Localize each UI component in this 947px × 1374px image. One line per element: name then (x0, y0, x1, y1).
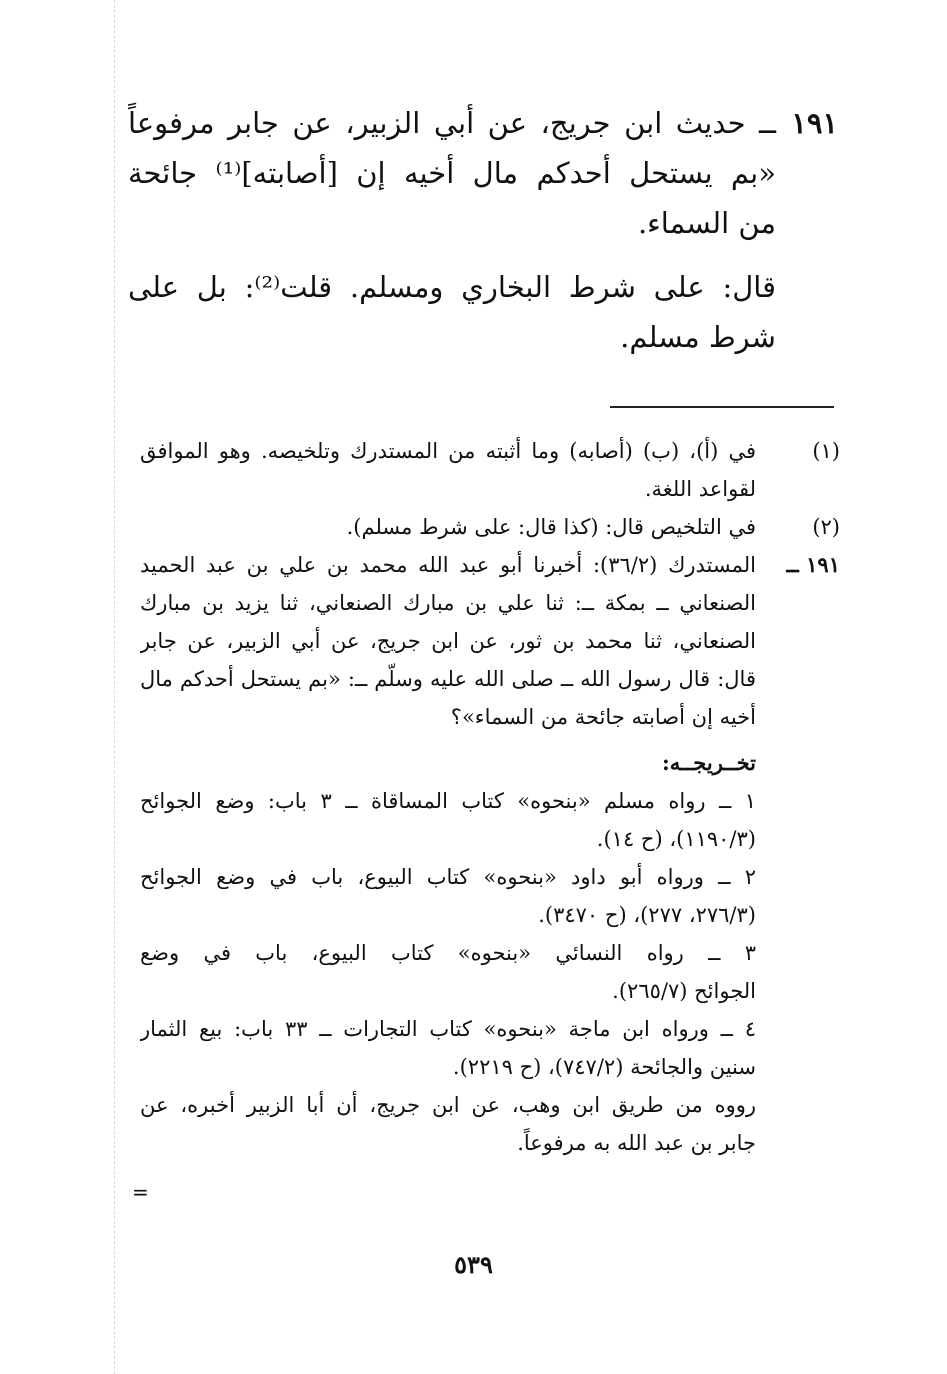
footnote-separator (610, 406, 834, 408)
footnote-text-line: لقواعد اللغة. (644, 477, 756, 501)
source-line-5 (140, 698, 756, 736)
takhrij-text-line: (١١٩٠/٣)، (ح ١٤). (596, 827, 756, 851)
comment-text-line: شرط مسلم. (620, 320, 776, 354)
takhrij-heading: تخــريجــه: (661, 750, 756, 775)
takhrij-item-4-line-1 (140, 1010, 756, 1048)
takhrij-text-line: ٤ ــ ورواه ابن ماجة «بنحوه» كتاب التجارات ــ ٣٣ باب: بيع الثمار (140, 1017, 756, 1041)
takhrij-item-3-line-2 (140, 972, 756, 1010)
hadith-text-line: ــ حديث ابن جريج، عن أبي الزبير، عن جابر مرفوعاً (128, 106, 776, 140)
takhrij-text-line: رووه من طريق ابن وهب، عن ابن جريج، أن أبا الزبير أخبره، عن (140, 1093, 756, 1117)
continuation-mark: = (132, 1180, 149, 1204)
takhrij-text-line: (٢٧٦/٣، ٢٧٧)، (ح ٣٤٧٠). (538, 903, 756, 927)
source-text-line: الصنعاني، ثنا محمد بن ثور، عن ابن جريج، عن أبي الزبير، عن جابر (140, 629, 756, 653)
takhrij-item-2-line-2 (140, 896, 756, 934)
takhrij-text-line: ٣ ــ رواه النسائي «بنحوه» كتاب البيوع، باب في وضع (140, 941, 756, 965)
footnote-number: (٢) (812, 515, 840, 539)
hadith-text-line: من السماء. (637, 206, 776, 240)
source-text-line: أخيه إن أصابته جائحة من السماء»؟ (450, 705, 756, 729)
hadith-line-3 (128, 198, 776, 248)
takhrij-item-2-line-1 (140, 858, 756, 896)
main-text (128, 98, 838, 362)
source-line-3 (140, 622, 756, 660)
footnote-text-line: في التلخيص قال: (كذا قال: على شرط مسلم). (346, 515, 756, 539)
comment-line-1 (128, 262, 776, 312)
takhrij-item-4-line-2 (140, 1048, 756, 1086)
footnote-2-line-1 (140, 508, 840, 546)
hadith-number: ١٩١ (791, 106, 838, 140)
hadith-text-line: «بم يستحل أحدكم مال أخيه إن [أصابته]⁽¹⁾ جائحة (128, 156, 776, 190)
takhrij-closing-line-1 (140, 1086, 756, 1124)
footnote-1-line-2 (140, 470, 756, 508)
source-text-line: قال: قال رسول الله ــ صلى الله عليه وسلّم ــ: «بم يستحل أحدكم مال (140, 667, 756, 691)
takhrij-text-line: سنين والجائحة (٧٤٧/٢)، (ح ٢٢١٩). (452, 1055, 756, 1079)
comment-text-line: قال: على شرط البخاري ومسلم. قلت⁽²⁾: بل على (128, 270, 776, 304)
takhrij-text-line: ١ ــ رواه مسلم «بنحوه» كتاب المساقاة ــ ٣ باب: وضع الجوائح (140, 789, 756, 813)
footnote-1-line-1 (140, 432, 840, 470)
source-line-4 (140, 660, 756, 698)
page-number: ٥٣٩ (454, 1250, 493, 1279)
source-number: ١٩١ ــ (786, 552, 840, 577)
hadith-line-2 (128, 148, 776, 198)
takhrij-text-line: الجوائح (٢٦٥/٧). (612, 979, 756, 1003)
footnote-text-line: في (أ)، (ب) (أصابه) وما أثبته من المستدرك وتلخيصه. وهو الموافق (140, 439, 756, 463)
takhrij-item-3-line-1 (140, 934, 756, 972)
footnotes-section (140, 432, 840, 1162)
source-line-2 (140, 584, 756, 622)
source-text-line: الصنعاني ــ بمكة ــ: ثنا علي بن مبارك الصنعاني، ثنا يزيد بن مبارك (140, 591, 756, 615)
takhrij-closing-line-2 (140, 1124, 756, 1162)
takhrij-item-1-line-1 (140, 782, 756, 820)
source-text-line: المستدرك (٣٦/٢): أخبرنا أبو عبد الله محمد بن علي بن عبد الحميد (140, 553, 756, 577)
source-line-1 (140, 546, 840, 584)
takhrij-item-1-line-2 (140, 820, 756, 858)
scan-margin-line (114, 0, 115, 1374)
comment-line-2 (128, 312, 776, 362)
hadith-line-1 (128, 98, 838, 148)
takhrij-title (140, 744, 756, 782)
takhrij-text-line: ٢ ــ ورواه أبو داود «بنحوه» كتاب البيوع، باب في وضع الجوائح (140, 865, 756, 889)
footnote-number: (١) (812, 439, 840, 463)
takhrij-text-line: جابر بن عبد الله به مرفوعاً. (517, 1131, 756, 1155)
